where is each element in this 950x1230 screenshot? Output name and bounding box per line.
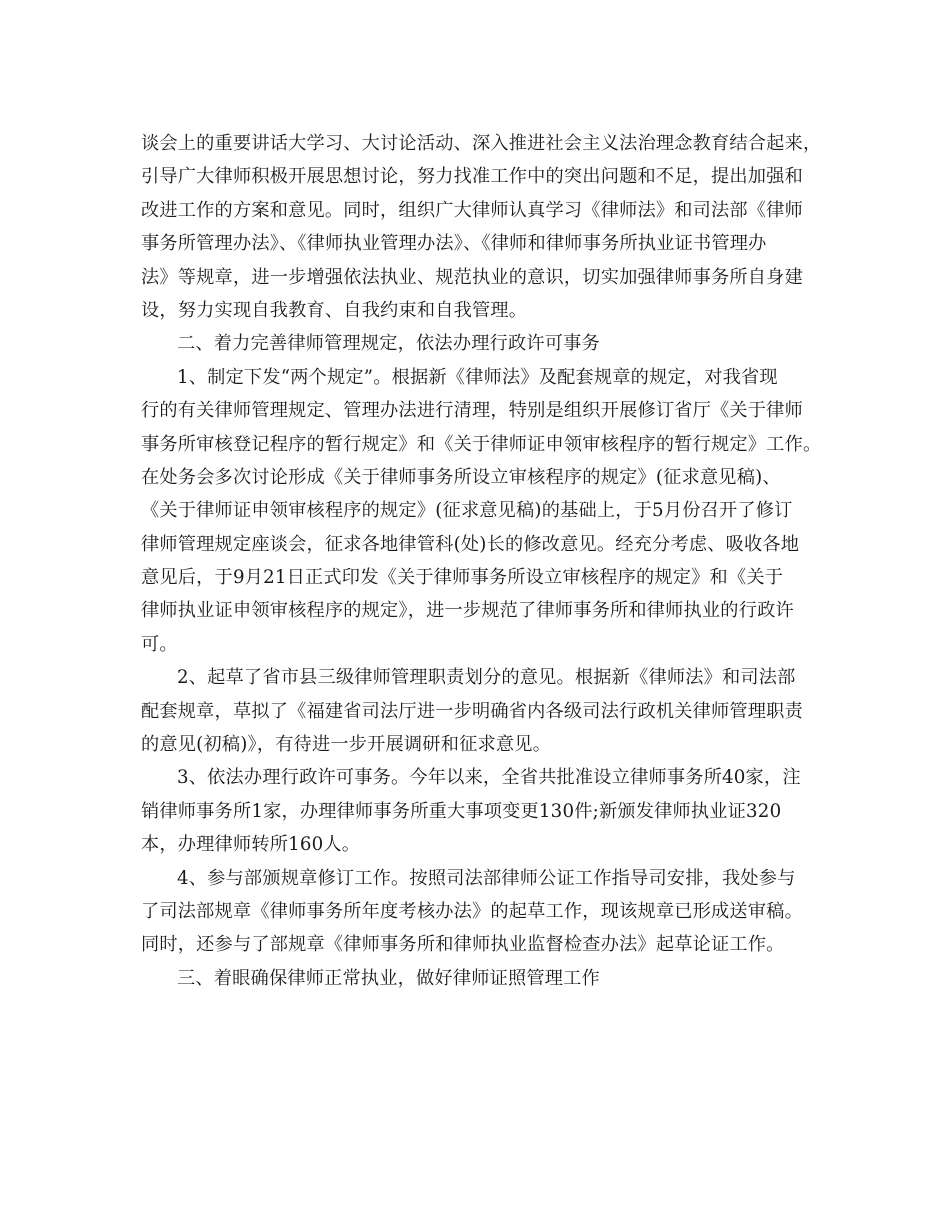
- paragraph-start-line: 3、依法办理行政许可事务。今年以来，全省共批准设立律师事务所40家，注: [177, 767, 801, 789]
- text-line: 意见后，于9月21日正式印发《关于律师事务所设立审核程序的规定》和《关于: [141, 567, 784, 589]
- text-line: 了司法部规章《律师事务所年度考核办法》的起草工作，现该规章已形成送审稿。: [141, 900, 803, 922]
- paragraph-start-line: 4、参与部颁规章修订工作。按照司法部律师公证工作指导司安排，我处参与: [177, 867, 796, 889]
- text-line: 法》等规章，进一步增强依法执业、规范执业的意识，切实加强律师事务所自身建: [141, 266, 803, 288]
- text-line: 配套规章，草拟了《福建省司法厅进一步明确省内各级司法行政机关律师管理职责: [141, 700, 803, 722]
- text-line: 本，办理律师转所160人。: [141, 834, 361, 856]
- text-line: 销律师事务所1家，办理律师事务所重大事项变更130件;新颁发律师执业证320: [141, 800, 782, 822]
- text-line: 的意见(初稿)》，有待进一步开展调研和征求意见。: [141, 734, 552, 756]
- paragraph-start-line: 二、着力完善律师管理规定，依法办理行政许可事务: [177, 333, 600, 355]
- paragraph-start-line: 1、制定下发“两个规定”。根据新《律师法》及配套规章的规定，对我省现: [177, 366, 778, 388]
- text-line: 事务所管理办法》、《律师执业管理办法》、《律师和律师事务所执业证书管理办: [141, 233, 767, 255]
- text-line: 事务所审核登记程序的暂行规定》和《关于律师证申领审核程序的暂行规定》工作。: [141, 433, 822, 455]
- text-line: 在处务会多次讨论形成《关于律师事务所设立审核程序的规定》(征求意见稿)、: [141, 466, 781, 488]
- text-line: 谈会上的重要讲话大学习、大讨论活动、深入推进社会主义法治理念教育结合起来，: [141, 133, 822, 154]
- paragraph-start-line: 三、着眼确保律师正常执业，做好律师证照管理工作: [177, 967, 600, 989]
- text-line: 设，努力实现自我教育、自我约束和自我管理。: [141, 299, 528, 321]
- document-body: [141, 127, 821, 995]
- text-line: 引导广大律师积极开展思想讨论，努力找准工作中的突出问题和不足，提出加强和: [141, 166, 803, 188]
- text-line: 律师管理规定座谈会，征求各地律管科(处)长的修改意见。经充分考虑、吸收各地: [141, 533, 800, 555]
- text-line: 同时，还参与了部规章《律师事务所和律师执业监督检查办法》起草论证工作。: [141, 934, 785, 956]
- paragraph-start-line: 2、起草了省市县三级律师管理职责划分的意见。根据新《律师法》和司法部: [177, 667, 796, 689]
- text-line: 《关于律师证申领审核程序的规定》(征求意见稿)的基础上，于5月份召开了修订: [141, 500, 793, 522]
- text-line: 改进工作的方案和意见。同时，组织广大律师认真学习《律师法》和司法部《律师: [141, 199, 803, 221]
- text-line: 行的有关律师管理规定、管理办法进行清理，特别是组织开展修订省厅《关于律师: [141, 400, 803, 422]
- text-line: 可。: [141, 633, 178, 655]
- text-line: 律师执业证申领审核程序的规定》，进一步规范了律师事务所和律师执业的行政许: [141, 600, 794, 622]
